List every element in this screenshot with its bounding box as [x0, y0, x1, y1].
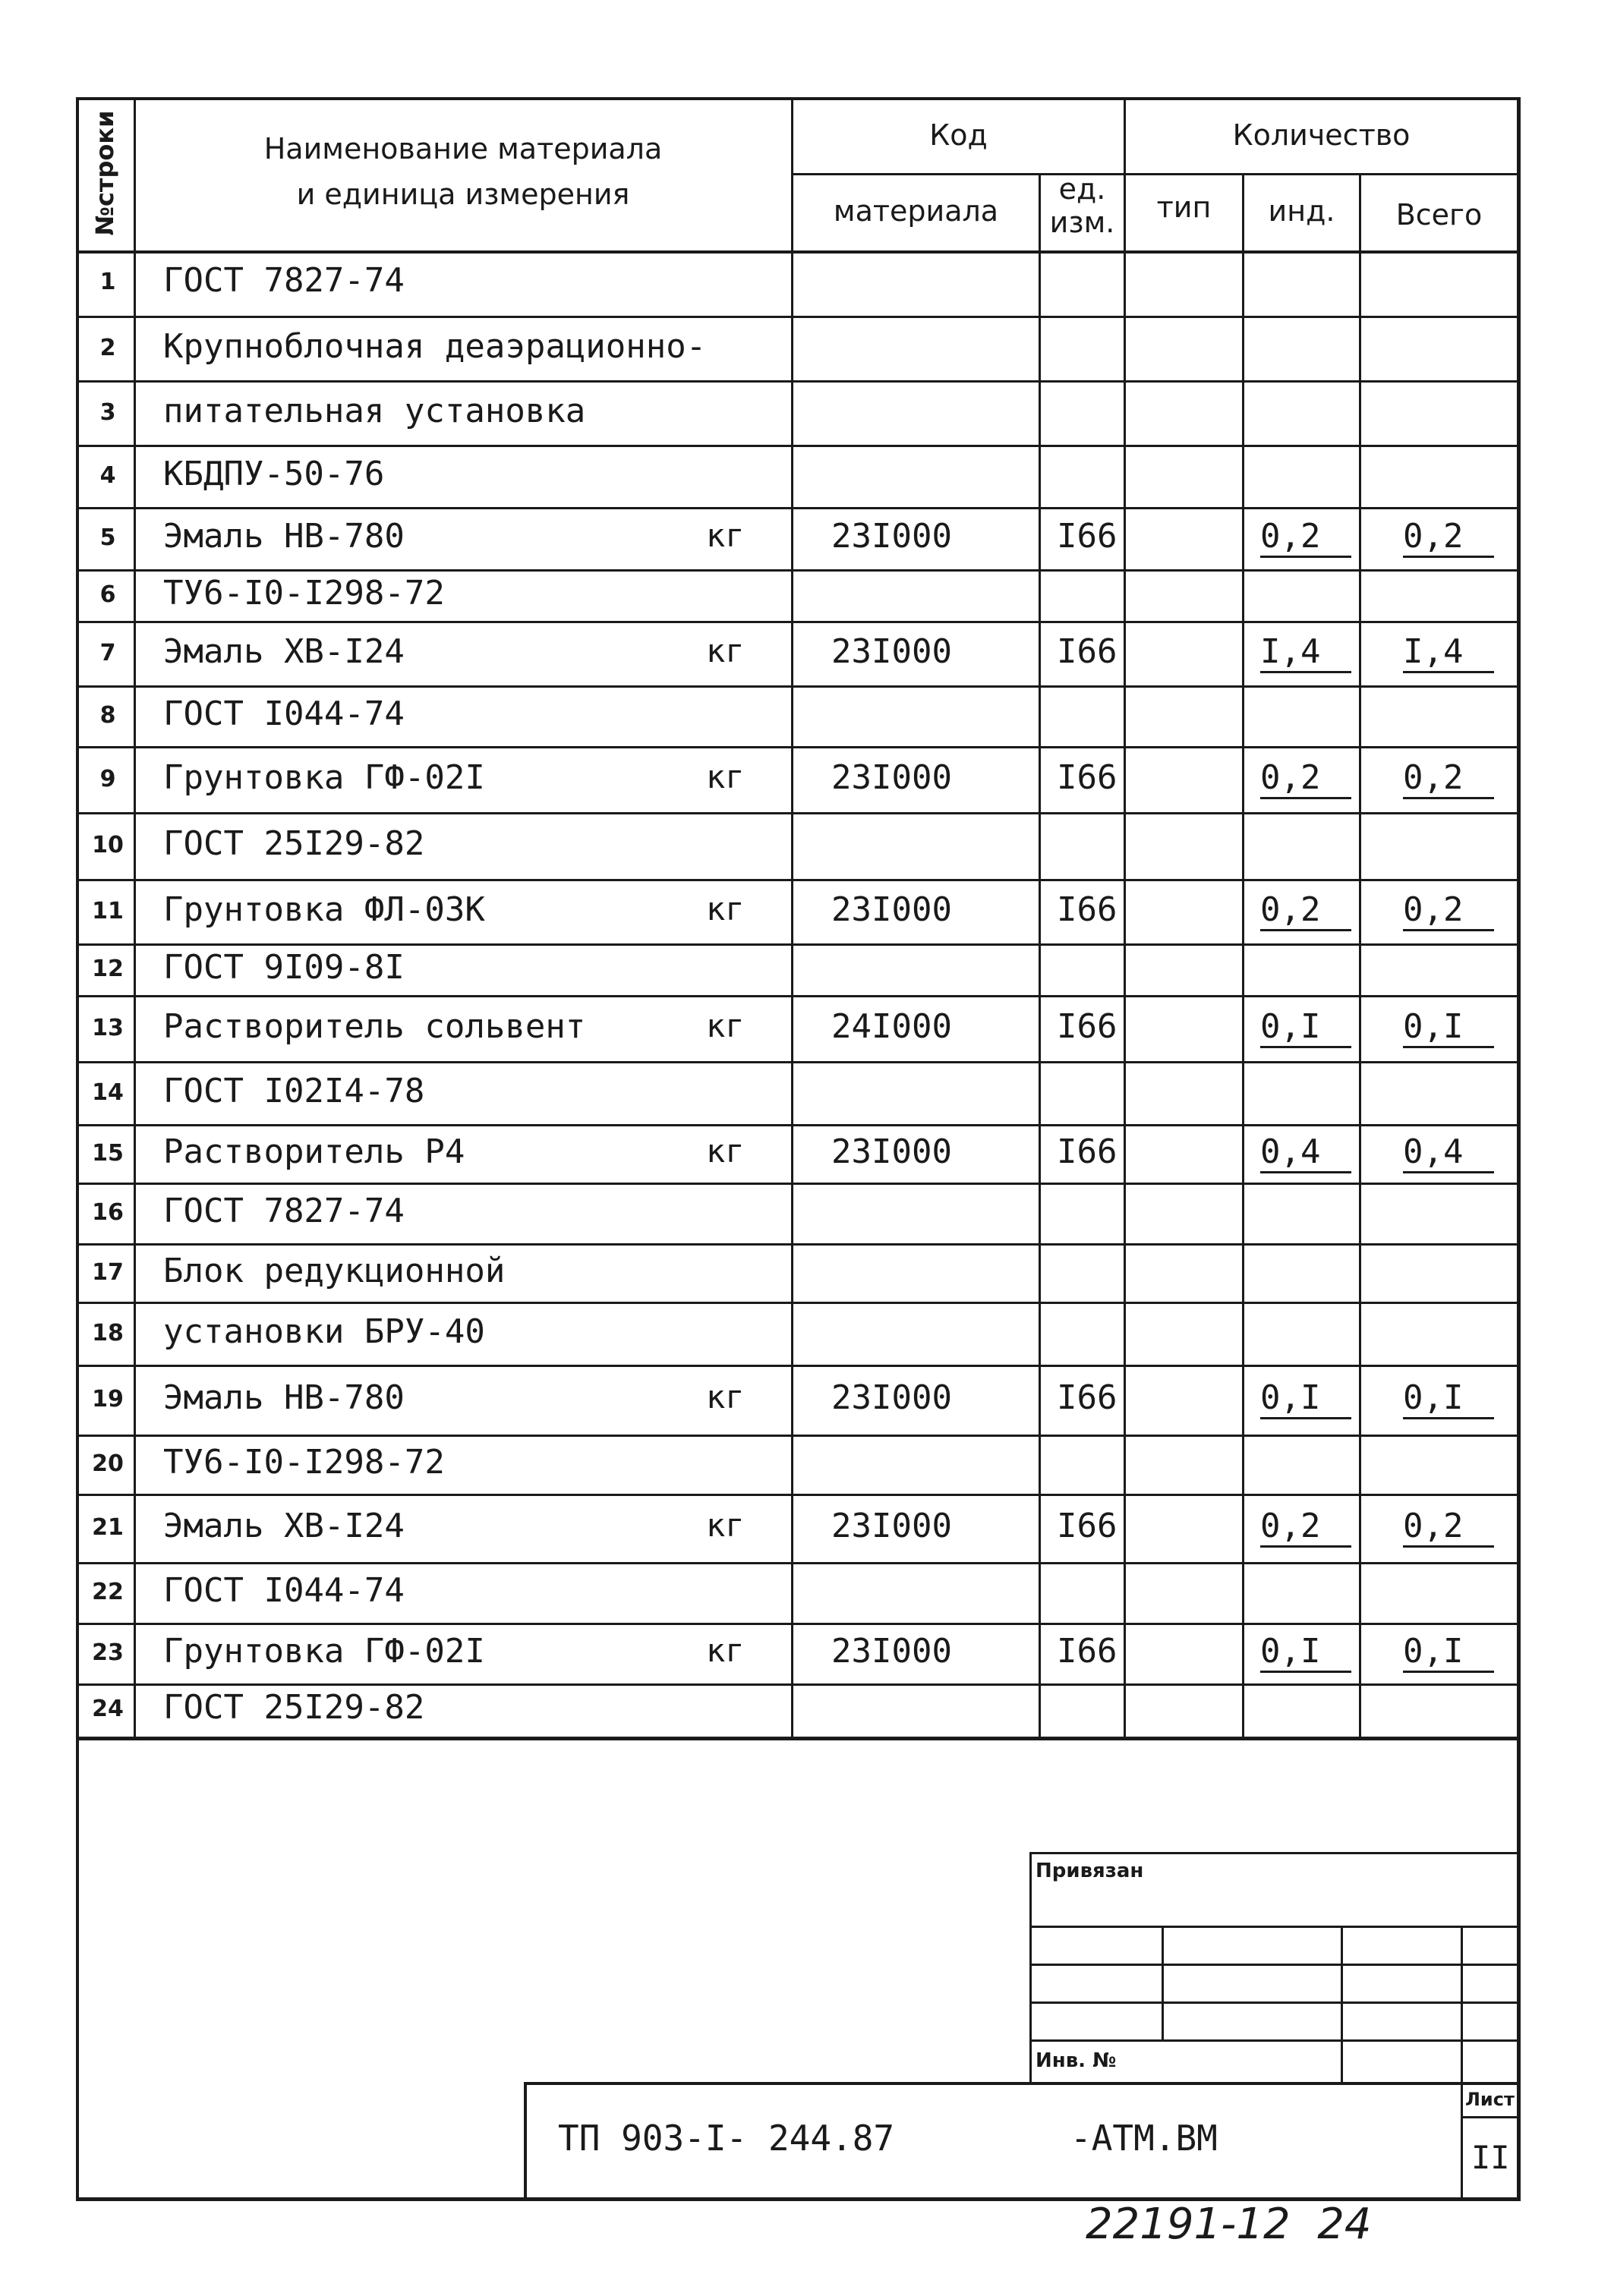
material-code: 23I000 [831, 1507, 952, 1545]
quantity-total: 0,2 [1403, 1507, 1494, 1548]
material-name: Грунтовка ГФ-02I [163, 1632, 485, 1671]
bound-label: Привязан [1036, 1860, 1144, 1882]
sheet-number: II [1471, 2139, 1510, 2176]
inventory-number-label: Инв. № [1036, 2049, 1117, 2072]
table-row [0, 317, 1614, 382]
table-row [0, 509, 1614, 571]
stamp-left-border [1029, 1852, 1032, 2083]
material-name-header-line1: Наименование материала [263, 132, 663, 165]
document-suffix: -АТМ.ВМ [1070, 2118, 1218, 2159]
unit-code: I66 [1057, 757, 1118, 797]
unit-of-measure: кг [706, 1006, 745, 1044]
quantity-individual: 0,I [1260, 1378, 1351, 1419]
material-name: ТУ6-I0-I298-72 [163, 1443, 445, 1482]
material-code: 23I000 [831, 1378, 952, 1417]
table-row [0, 1436, 1614, 1495]
row-number: 20 [92, 1450, 124, 1477]
material-name: Грунтовка ФЛ-03К [163, 890, 485, 929]
material-name: Эмаль НВ-780 [163, 517, 405, 556]
type-header: тип [1156, 191, 1212, 224]
row-number: 3 [99, 398, 116, 426]
material-code: 23I000 [831, 890, 952, 929]
quantity-individual: 0,4 [1260, 1132, 1351, 1173]
quantity-total: 0,2 [1403, 517, 1494, 558]
row-number: 11 [92, 897, 124, 924]
quantity-total: 0,2 [1403, 890, 1494, 931]
material-code: 23I000 [831, 1132, 952, 1171]
table-top-border [76, 97, 1518, 100]
doc-block-top-border [524, 2082, 1518, 2085]
unit-of-measure: кг [706, 1632, 745, 1669]
material-name: Грунтовка ГФ-02I [163, 757, 485, 797]
stamp-line-2 [1029, 1964, 1518, 1966]
material-name: ГОСТ I02I4-78 [163, 1071, 425, 1110]
unit-header-line1: ед. [1058, 172, 1106, 206]
row-number: 8 [99, 702, 116, 729]
handwritten-archive-number: 22191-12 24 [1086, 2200, 1372, 2249]
row-number: 17 [92, 1258, 124, 1286]
material-name: ГОСТ 25I29-82 [163, 824, 425, 863]
unit-of-measure: кг [706, 517, 745, 554]
material-name: Эмаль НВ-780 [163, 1378, 405, 1417]
quantity-header: Количество [1232, 118, 1411, 152]
material-name: КБДПУ-50-76 [163, 455, 385, 493]
table-row [0, 1495, 1614, 1564]
unit-code: I66 [1057, 631, 1118, 671]
unit-of-measure: кг [706, 757, 745, 795]
row-number: 15 [92, 1139, 124, 1167]
material-name-header-line2: и единица измерения [296, 178, 630, 211]
material-name: ГОСТ 9I09-8I [163, 948, 405, 987]
table-body-bottom-border [76, 1737, 1518, 1740]
quantity-individual: 0,2 [1260, 890, 1351, 931]
sheet-box-mid-border [1461, 2116, 1518, 2118]
quantity-individual: I,4 [1260, 632, 1351, 673]
row-number: 2 [99, 334, 116, 361]
material-name: ГОСТ I044-74 [163, 1571, 405, 1610]
total-header: Всего [1395, 198, 1483, 231]
unit-code: I66 [1057, 890, 1118, 929]
document-code: ТП 903-I- 244.87 [558, 2118, 895, 2159]
material-name: Эмаль ХВ-I24 [163, 631, 405, 671]
row-number: 23 [92, 1639, 124, 1666]
material-name: установки БРУ-40 [163, 1312, 485, 1351]
row-number: 16 [92, 1199, 124, 1226]
table-row [0, 1564, 1614, 1624]
unit-header-line2: изм. [1049, 206, 1115, 239]
table-row [0, 1303, 1614, 1366]
material-name: Растворитель сольвент [163, 1006, 586, 1046]
table-row [0, 250, 1614, 317]
material-code: 24I000 [831, 1006, 952, 1046]
table-row [0, 945, 1614, 997]
quantity-individual: 0,I [1260, 1007, 1351, 1048]
row-number: 21 [92, 1514, 124, 1541]
sheet-label: Лист [1465, 2089, 1515, 2110]
table-row [0, 446, 1614, 509]
table-row [0, 622, 1614, 687]
quantity-total: I,4 [1403, 632, 1494, 673]
quantity-total: 0,I [1403, 1632, 1494, 1673]
table-row [0, 880, 1614, 945]
quantity-individual: 0,2 [1260, 517, 1351, 558]
table-row [0, 748, 1614, 814]
material-name: ГОСТ 25I29-82 [163, 1688, 425, 1727]
table-row [0, 1184, 1614, 1245]
unit-code: I66 [1057, 1632, 1118, 1671]
row-number: 14 [92, 1079, 124, 1106]
table-row [0, 1685, 1614, 1737]
unit-of-measure: кг [706, 631, 745, 669]
material-code: 23I000 [831, 631, 952, 671]
unit-code: I66 [1057, 1006, 1118, 1046]
table-row [0, 1063, 1614, 1126]
quantity-individual: 0,2 [1260, 1507, 1351, 1548]
unit-code: I66 [1057, 1378, 1118, 1417]
material-name: Блок редукционной [163, 1251, 506, 1290]
table-row [0, 1624, 1614, 1685]
stamp-col-3 [1461, 1926, 1463, 2083]
stamp-top-border [1029, 1852, 1518, 1854]
material-name: ГОСТ I044-74 [163, 694, 405, 733]
material-code: 23I000 [831, 757, 952, 797]
row-number: 5 [99, 524, 116, 551]
material-name: Крупноблочная деаэрационно- [163, 326, 707, 366]
material-name: Эмаль ХВ-I24 [163, 1507, 405, 1545]
row-number: 12 [92, 956, 124, 982]
quantity-total: 0,I [1403, 1378, 1494, 1419]
table-row [0, 814, 1614, 880]
code-header: Код [929, 118, 988, 152]
sheet-box-left-border [1461, 2082, 1463, 2200]
table-row [0, 1366, 1614, 1436]
table-row [0, 687, 1614, 748]
stamp-col-2 [1341, 1926, 1343, 2083]
row-number: 6 [99, 581, 116, 608]
table-row [0, 571, 1614, 622]
table-row [0, 1126, 1614, 1184]
quantity-total: 0,2 [1403, 758, 1494, 799]
unit-code: I66 [1057, 1132, 1118, 1171]
stamp-col-1 [1162, 1926, 1164, 2039]
row-number: 4 [99, 462, 116, 489]
row-number: 7 [99, 639, 116, 666]
header-mid-border [791, 173, 1518, 175]
unit-code: I66 [1057, 517, 1118, 556]
code-material-header: материала [833, 194, 999, 228]
material-name: ГОСТ 7827-74 [163, 1192, 405, 1230]
doc-block-left-border [524, 2082, 527, 2200]
table-row [0, 1245, 1614, 1303]
table-row [0, 997, 1614, 1063]
stamp-line-4 [1029, 2039, 1518, 2042]
ind-header: инд. [1268, 194, 1335, 228]
material-name: питательная установка [163, 391, 586, 430]
unit-of-measure: кг [706, 1132, 745, 1170]
unit-of-measure: кг [706, 1378, 745, 1416]
unit-of-measure: кг [706, 890, 745, 928]
material-name: ТУ6-I0-I298-72 [163, 574, 445, 613]
quantity-individual: 0,2 [1260, 758, 1351, 799]
unit-code: I66 [1057, 1507, 1118, 1545]
material-name: Растворитель Р4 [163, 1132, 465, 1171]
row-number: 24 [92, 1696, 124, 1722]
stamp-line-1 [1029, 1926, 1518, 1928]
row-number-header: №строки [90, 110, 119, 236]
row-number: 10 [92, 832, 124, 858]
table-row [0, 382, 1614, 446]
row-number: 19 [92, 1386, 124, 1413]
row-number: 18 [92, 1319, 124, 1346]
quantity-individual: 0,I [1260, 1632, 1351, 1673]
material-code: 23I000 [831, 1632, 952, 1671]
quantity-total: 0,4 [1403, 1132, 1494, 1173]
row-number: 1 [99, 269, 116, 295]
row-number: 22 [92, 1579, 124, 1605]
row-number: 9 [99, 765, 116, 792]
material-code: 23I000 [831, 517, 952, 556]
material-name: ГОСТ 7827-74 [163, 261, 405, 300]
quantity-total: 0,I [1403, 1007, 1494, 1048]
stamp-line-3 [1029, 2002, 1518, 2004]
unit-of-measure: кг [706, 1507, 745, 1544]
row-number: 13 [92, 1014, 124, 1041]
